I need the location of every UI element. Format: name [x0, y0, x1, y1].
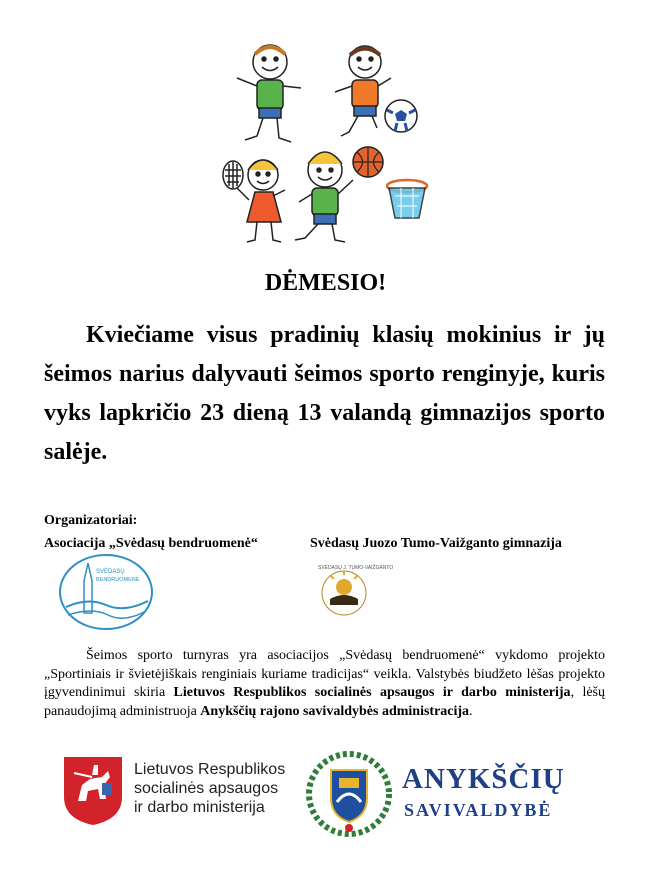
svg-text:SVĖDASŲ J. TUMO-VAIŽGANTO: SVĖDASŲ J. TUMO-VAIŽGANTO	[318, 565, 394, 571]
lithuania-vytis-crest	[62, 755, 124, 827]
organizers-title: Organizatoriai:	[44, 513, 138, 528]
kids-sports-illustration	[215, 40, 440, 250]
anyksciai-crest	[307, 752, 391, 836]
svg-text:SVĖDASŲ: SVĖDASŲ	[96, 569, 125, 575]
ministry-line-3: ir darbo ministerija	[134, 799, 265, 816]
description-part-2: , lėšų panaudojimą administruoja	[44, 685, 606, 719]
invitation-text: Kviečiame visus pradinių klasių mokinius ir jų šeimos narius dalyvauti šeimos sporto renginyje, kuris vyks lapkričio 23 dieną 13 valandą gimnazijos sporto salėje.	[44, 322, 605, 465]
ministry-line-2: socialinės apsaugos	[134, 780, 279, 797]
boy-with-basketball	[295, 152, 353, 242]
gymnasium-logo	[308, 557, 394, 629]
kid-green-shirt	[237, 45, 301, 142]
organizer-gymnasium: Svėdasų Juozo Tumo-Vaižganto gimnazija	[310, 536, 562, 551]
svg-text:BENDRUOMENĖ: BENDRUOMENĖ	[96, 577, 140, 583]
ministry-logo-text	[134, 760, 285, 817]
municipality-admin-bold: Anykščių rajono savivaldybės administracija	[200, 703, 470, 719]
kid-orange-shirt	[335, 46, 391, 136]
girl-with-racket	[223, 160, 285, 242]
basketball-ball	[353, 147, 383, 177]
municipality-subtitle: SAVIVALDYBĖ	[404, 800, 553, 820]
football-ball	[385, 100, 417, 132]
svedasai-community-logo	[58, 553, 154, 631]
project-description	[44, 647, 605, 721]
ministry-name-bold: Lietuvos Respublikos socialinės apsaugos ir darbo ministerija	[173, 685, 571, 700]
basketball-hoop	[387, 180, 427, 218]
description-part-3: .	[469, 703, 473, 719]
municipality-name: ANYKŠČIŲ	[402, 763, 565, 795]
ministry-line-1: Lietuvos Respublikos	[134, 761, 286, 778]
description-part-1: Šeimos sporto turnyras yra asociacijos „Svėdasų bendruomenė“ vykdomo projekto „Sportiniais ir švietėjiškais renginiais kuriame tradicijas“ veikla. Valstybės biudžeto lėšas projekto įgyvendinimui skiria	[44, 648, 605, 700]
organizer-association: Asociacija „Svėdasų bendruomenė“	[44, 536, 258, 551]
page-heading: DĖMESIO!	[264, 270, 387, 296]
